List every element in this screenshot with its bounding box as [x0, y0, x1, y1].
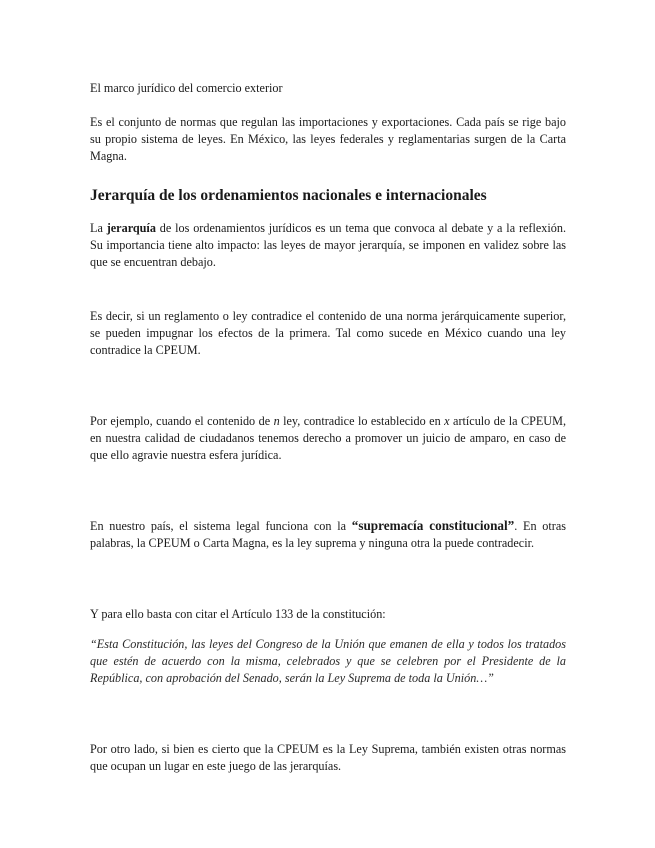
p3-b: ley, contradice lo establecido en — [279, 414, 445, 428]
paragraph-es-decir: Es decir, si un reglamento o ley contradice el contenido de una norma jerárquicamente superior, se pueden impugnar los efectos de la primera. Tal como sucede en México cuando una ley contradice la CPEUM. — [90, 309, 566, 357]
paragraph-supremacia — [90, 517, 566, 552]
p3-n: n — [273, 414, 280, 428]
intro-title: El marco jurídico del comercio exterior — [90, 81, 283, 95]
p3-x: x — [444, 414, 450, 428]
paragraph-otro-lado: Por otro lado, si bien es cierto que la CPEUM es la Ley Suprema, también existen otras normas que ocupan un lugar en este juego de las jerarquías. — [90, 742, 566, 773]
paragraph-ejemplo — [90, 413, 566, 464]
p3-c: artículo de la CPEUM, en nuestra calidad de ciudadanos tenemos derecho a promover un juicio de amparo, en caso de que ello agravie nuestra esfera jurídica. — [90, 414, 566, 462]
section-heading: Jerarquía de los ordenamientos nacionales e internacionales — [90, 187, 487, 204]
p4-bold: “supremacía constitucional” — [351, 518, 515, 533]
p1-before: La — [90, 221, 107, 235]
p1-after: de los ordenamientos jurídicos es un tema que convoca al debate y a la reflexión. Su importancia tiene alto impacto: las leyes de mayor jerarquía, se imponen en validez sobre las que se encuentran debajo. — [90, 221, 566, 269]
p1-bold: jerarquía — [106, 221, 156, 235]
constitution-quote: “Esta Constitución, las leyes del Congreso de la Unión que emanen de ella y todos los tratados que estén de acuerdo con la misma, celebrados y que se celebren por el Presidente de la República, con aprobación del Senado, serán la Ley Suprema de toda la Unión…” — [90, 637, 566, 685]
paragraph-articulo: Y para ello basta con citar el Artículo 133 de la constitución: — [90, 607, 386, 621]
intro-paragraph: Es el conjunto de normas que regulan las importaciones y exportaciones. Cada país se rige bajo su propio sistema de leyes. En México, las leyes federales y reglamentarias surgen de la Carta Magna. — [90, 115, 566, 163]
paragraph-jerarquia — [90, 220, 566, 271]
p4-after: . En otras palabras, la CPEUM o Carta Magna, es la ley suprema y ninguna otra la puede contradecir. — [90, 519, 566, 550]
p4-before: En nuestro país, el sistema legal funciona con la — [90, 519, 352, 533]
p3-a: Por ejemplo, cuando el contenido de — [90, 414, 274, 428]
